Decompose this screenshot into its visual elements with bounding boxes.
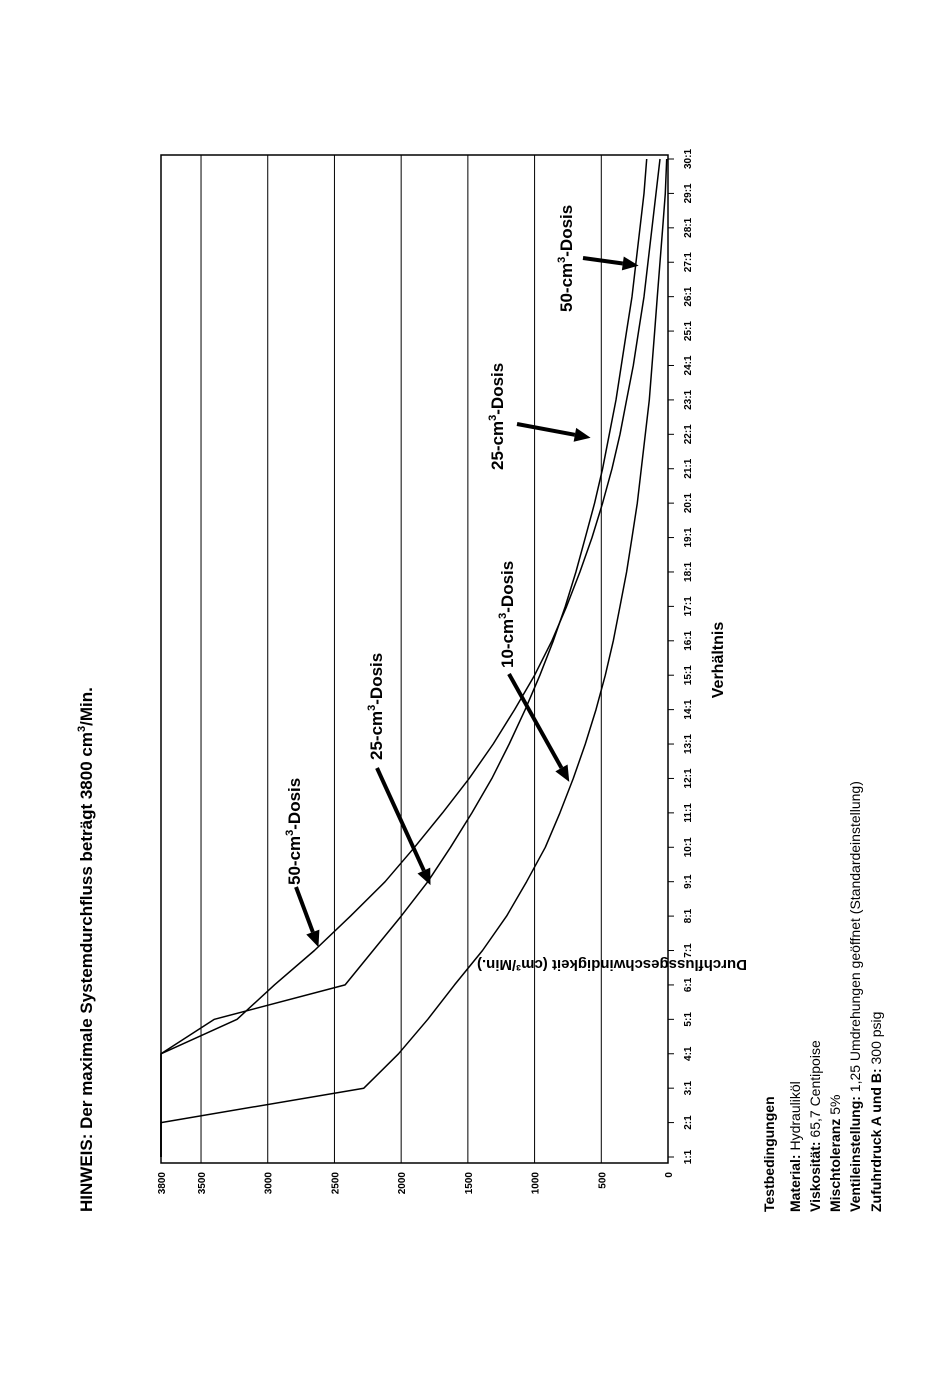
test-condition-row: Zufuhrdruck A und B: 300 psig xyxy=(868,1011,884,1212)
x-tick-label: 30:1 xyxy=(683,148,694,170)
x-tick-label: 10:1 xyxy=(683,837,694,858)
series-line xyxy=(161,159,660,1157)
series-label: $10-cm^3$-Dosis xyxy=(497,560,517,668)
x-tick-label: 21:1 xyxy=(683,458,694,479)
x-tick-label: 12:1 xyxy=(683,768,694,789)
x-tick-label: 19:1 xyxy=(683,527,694,548)
series-label: $25-cm^3$-Dosis xyxy=(366,652,386,760)
x-tick-label: 11:1 xyxy=(683,803,694,823)
test-conditions-heading: Testbedingungen xyxy=(761,1096,777,1212)
x-tick-label: 15:1 xyxy=(683,665,694,686)
x-tick-label: 25:1 xyxy=(683,321,694,342)
series-label: $50-cm^3$-Dosis xyxy=(284,777,304,885)
note-prefix: HINWEIS: xyxy=(77,1133,96,1212)
x-tick-label: 18:1 xyxy=(683,561,694,582)
x-tick-label: 14:1 xyxy=(683,699,694,720)
x-tick-label: 5:1 xyxy=(683,1012,694,1027)
series-label: $25-cm^3$-Dosis xyxy=(487,362,507,470)
x-tick-label: 27:1 xyxy=(683,252,694,273)
x-tick-label: 16:1 xyxy=(683,630,694,651)
arrow-head xyxy=(306,930,319,947)
x-tick-label: 23:1 xyxy=(683,389,694,410)
x-tick-label: 22:1 xyxy=(683,424,694,445)
test-conditions xyxy=(761,781,884,1212)
x-tick-label: 17:1 xyxy=(683,596,694,617)
y-tick-label: 3800 xyxy=(157,1172,168,1195)
test-condition-row: Mischtoleranz 5% xyxy=(827,1094,843,1212)
test-condition-row: Viskosität: 65,7 Centipoise xyxy=(807,1040,823,1212)
x-tick-label: 3:1 xyxy=(683,1080,694,1096)
x-tick-label: 24:1 xyxy=(683,355,694,376)
note-body: Der maximale Systemdurchfluss beträgt 3800 cm xyxy=(77,732,96,1129)
annotations xyxy=(284,205,639,947)
y-tick-label: 0 xyxy=(664,1172,675,1178)
note-text xyxy=(76,687,96,1212)
x-tick-label: 8:1 xyxy=(683,908,694,924)
y-tick-label: 2500 xyxy=(330,1172,342,1195)
x-axis-title: Verhältnis xyxy=(710,621,727,699)
arrow-shaft xyxy=(377,768,424,871)
series-lines xyxy=(161,159,667,1157)
x-tick-label: 20:1 xyxy=(683,493,694,514)
x-tick-label: 28:1 xyxy=(683,217,694,238)
x-tick-label: 1:1 xyxy=(683,1149,694,1165)
y-ticks xyxy=(157,1172,675,1195)
arrow-shaft xyxy=(296,887,313,932)
y-axis-title: Durchflussgeschwindigkeit (cm³/Min.) xyxy=(476,956,748,973)
x-tick-label: 4:1 xyxy=(683,1046,694,1061)
y-tick-label: 2000 xyxy=(397,1172,409,1195)
y-tick-label: 1500 xyxy=(463,1172,475,1195)
x-tick-label: 29:1 xyxy=(683,183,694,204)
x-tick-label: 26:1 xyxy=(683,286,694,307)
y-tick-label: 3500 xyxy=(197,1172,209,1195)
plot-area xyxy=(157,149,694,1195)
x-tick-label: 13:1 xyxy=(683,734,694,755)
test-condition-row: Ventileinstellung: 1,25 Umdrehungen geöffnet (Standardeinstellung) xyxy=(847,781,863,1212)
x-tick-label: 6:1 xyxy=(683,977,694,993)
test-condition-row: Material: Hydrauliköl xyxy=(787,1081,803,1212)
arrow-shaft xyxy=(517,424,575,435)
x-tick-label: 7:1 xyxy=(683,943,694,958)
note-sup: 3 xyxy=(76,725,88,733)
plot-frame xyxy=(161,155,668,1163)
y-tick-label: 500 xyxy=(597,1172,609,1189)
note-suffix: /Min. xyxy=(77,687,96,726)
arrow-shaft xyxy=(509,674,561,768)
x-tick-label: 2:1 xyxy=(683,1115,694,1130)
x-ticks xyxy=(668,149,694,1165)
y-tick-label: 3000 xyxy=(263,1172,275,1195)
gridlines xyxy=(201,155,601,1163)
series-line xyxy=(161,159,667,1157)
series-label: $50-cm^3$-Dosis xyxy=(556,204,576,312)
y-tick-label: 1000 xyxy=(530,1172,542,1195)
x-tick-label: 9:1 xyxy=(683,874,694,889)
arrow-head xyxy=(574,428,591,442)
arrow-shaft xyxy=(583,258,623,263)
